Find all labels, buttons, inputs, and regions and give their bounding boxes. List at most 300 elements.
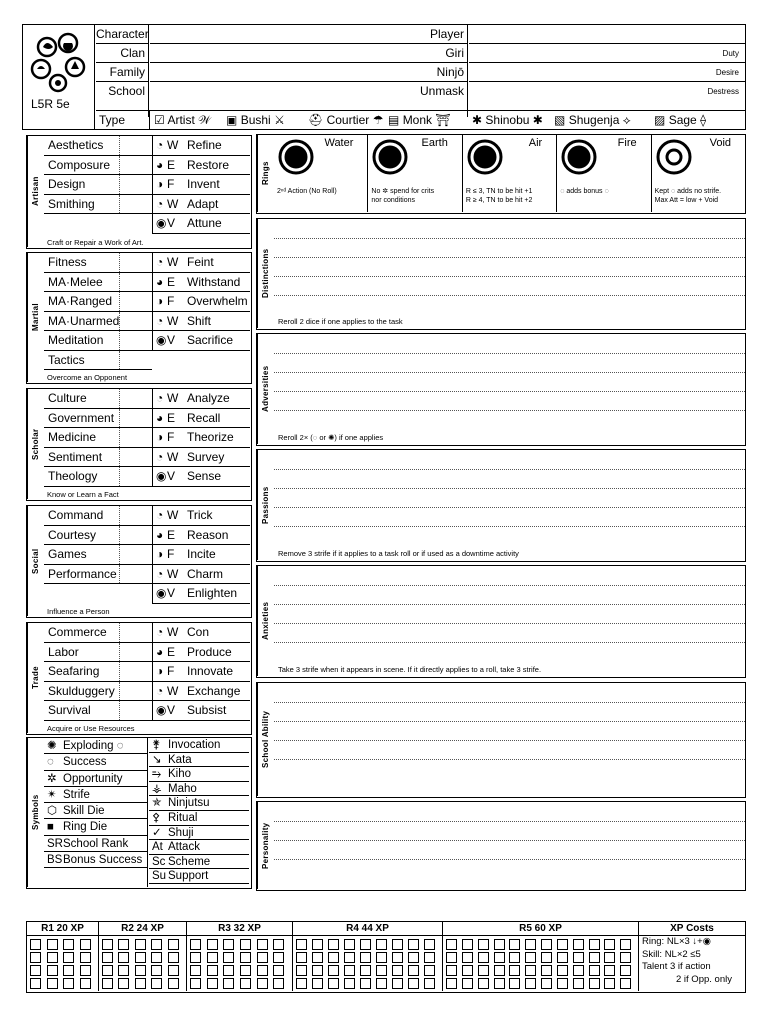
approach-row (153, 389, 250, 409)
xp-checkbox[interactable] (296, 978, 307, 989)
xp-checkbox[interactable] (557, 978, 568, 989)
xp-checkbox[interactable] (344, 978, 355, 989)
approach-row (153, 682, 250, 702)
xp-checkbox[interactable] (344, 939, 355, 950)
xp-checkbox[interactable] (620, 978, 631, 989)
symbol-row (149, 767, 249, 782)
symbol-text: Kiho (168, 768, 192, 781)
xp-checkbox[interactable] (273, 939, 284, 950)
xp-checkbox[interactable] (509, 965, 520, 976)
xp-checkbox[interactable] (80, 939, 91, 950)
giri-field[interactable]: Duty (469, 44, 745, 63)
skill-row[interactable] (44, 253, 152, 273)
skill-name: Tactics (48, 351, 120, 370)
xp-checkbox[interactable] (424, 939, 435, 950)
xp-checkbox[interactable] (462, 939, 473, 950)
xp-checkbox[interactable] (392, 952, 403, 963)
xp-checkbox[interactable] (118, 978, 129, 989)
approach-ring: V (167, 469, 176, 483)
family-field[interactable] (150, 63, 420, 82)
symbol-row (44, 819, 147, 835)
xp-checkbox[interactable] (589, 952, 600, 963)
skill-name: Commerce (48, 623, 120, 642)
skill-name: Seafaring (48, 662, 120, 681)
xp-checkbox[interactable] (223, 978, 234, 989)
xp-checkbox[interactable] (102, 939, 113, 950)
xp-checkbox[interactable] (446, 952, 457, 963)
approach-name: Refine (187, 138, 222, 152)
xp-checkbox[interactable] (312, 978, 323, 989)
skill-row[interactable] (44, 623, 152, 643)
xp-checkbox[interactable] (312, 952, 323, 963)
approach-name: Shift (187, 313, 212, 328)
xp-checkbox[interactable] (478, 939, 489, 950)
character-field[interactable] (150, 25, 420, 44)
xp-checkbox[interactable] (478, 965, 489, 976)
xp-checkbox[interactable] (240, 965, 251, 976)
xp-checkbox[interactable] (392, 978, 403, 989)
xp-checkbox[interactable] (408, 965, 419, 976)
skill-name: Smithing (48, 195, 120, 214)
approach-name: Reason (187, 527, 229, 542)
xp-checkbox[interactable] (446, 965, 457, 976)
ring-icon: ◕ (156, 527, 164, 542)
skill-row[interactable] (44, 312, 152, 332)
skill-group-trade (26, 622, 252, 735)
ring-note-2: nor conditions (371, 197, 415, 204)
panel-entry-area[interactable] (274, 334, 745, 444)
ring-note: ◌ adds bonus ◌ (560, 188, 609, 195)
entry-line (274, 488, 745, 489)
skill-row[interactable] (44, 175, 152, 195)
xp-checkbox[interactable] (328, 939, 339, 950)
xp-checkbox[interactable] (604, 978, 615, 989)
skill-row[interactable] (44, 409, 152, 429)
panel-entry-area[interactable] (274, 219, 745, 328)
entry-line (274, 295, 745, 296)
panel-entry-area[interactable] (274, 683, 745, 796)
skill-row[interactable] (44, 701, 152, 721)
skill-name: Composure (48, 156, 120, 175)
xp-checkbox[interactable] (207, 952, 218, 963)
xp-checkbox[interactable] (525, 978, 536, 989)
xp-checkbox[interactable] (47, 939, 58, 950)
skill-row[interactable] (44, 195, 152, 215)
xp-checkbox[interactable] (360, 978, 371, 989)
xp-checkbox[interactable] (573, 939, 584, 950)
xp-checkbox[interactable] (557, 965, 568, 976)
approach-row (153, 156, 250, 176)
xp-checkbox[interactable] (207, 939, 218, 950)
skill-name: MA·Ranged (48, 292, 120, 311)
approach-ring: W (167, 255, 179, 269)
xp-checkbox[interactable] (620, 952, 631, 963)
xp-checkbox[interactable] (424, 965, 435, 976)
xp-checkbox[interactable] (240, 952, 251, 963)
symbol-icon: ■ (47, 821, 54, 834)
water-ring-icon (278, 139, 314, 175)
symbol-text: Success (63, 756, 107, 769)
approach-ring: V (167, 333, 176, 347)
xp-checkbox[interactable] (462, 965, 473, 976)
skill-row[interactable] (44, 448, 152, 468)
xp-checkbox[interactable] (541, 952, 552, 963)
xp-checkbox[interactable] (344, 965, 355, 976)
symbol-row (149, 826, 249, 841)
xp-checkbox[interactable] (589, 965, 600, 976)
skill-group-note: Influence a Person (47, 607, 110, 616)
xp-checkbox[interactable] (360, 952, 371, 963)
skill-row[interactable] (44, 506, 152, 526)
xp-checkbox[interactable] (190, 952, 201, 963)
skill-row[interactable] (44, 136, 152, 156)
skill-name: Sentiment (48, 448, 120, 467)
xp-rank-header: R5 60 XP (443, 922, 638, 936)
skill-group-label: Trade (27, 623, 43, 733)
symbol-text: Invocation (168, 739, 221, 751)
skill-row[interactable] (44, 565, 152, 585)
xp-checkbox[interactable] (240, 939, 251, 950)
xp-checkbox[interactable] (296, 939, 307, 950)
xp-checkbox[interactable] (135, 939, 146, 950)
skill-row[interactable] (44, 467, 152, 487)
xp-checkbox[interactable] (509, 978, 520, 989)
ninjo-field[interactable]: Desire (469, 63, 745, 82)
xp-checkbox[interactable] (525, 965, 536, 976)
ring-cell-earth[interactable] (368, 135, 462, 212)
approach-name: Restore (187, 157, 230, 172)
checkbox-icon: ⛑ (308, 113, 324, 127)
xp-checkbox[interactable] (80, 965, 91, 976)
panel-entry-area[interactable] (274, 802, 745, 889)
xp-checkbox[interactable] (494, 939, 505, 950)
xp-checkbox[interactable] (446, 939, 457, 950)
skill-row[interactable] (44, 643, 152, 663)
xp-checkbox[interactable] (328, 965, 339, 976)
symbol-icon: ⚵ (152, 739, 161, 751)
xp-checkbox[interactable] (63, 939, 74, 950)
ring-icon: ◕ (156, 274, 164, 289)
xp-checkbox[interactable] (273, 952, 284, 963)
xp-checkbox[interactable] (223, 952, 234, 963)
approach-name: Overwhelm (187, 294, 248, 308)
xp-checkbox[interactable] (80, 978, 91, 989)
clan-field[interactable] (150, 44, 420, 63)
xp-rank-column (27, 922, 99, 991)
xp-checkbox[interactable] (63, 965, 74, 976)
type-monk[interactable]: ▤ Monk ⛩ (388, 113, 451, 127)
skill-group-martial (26, 252, 252, 384)
ring-cell-fire[interactable] (557, 135, 651, 212)
school-field[interactable] (150, 82, 420, 101)
xp-checkbox[interactable] (424, 978, 435, 989)
panel-adversities (256, 333, 746, 446)
symbols-box (26, 737, 252, 889)
xp-checkbox[interactable] (63, 952, 74, 963)
xp-rank-column (443, 922, 639, 991)
xp-checkbox[interactable] (573, 978, 584, 989)
panel-note: Reroll 2 dice if one applies to the task (278, 317, 403, 326)
xp-checkbox[interactable] (525, 939, 536, 950)
ring-icon: ◕ (156, 157, 164, 172)
xp-checkbox[interactable] (102, 978, 113, 989)
skill-row[interactable] (44, 526, 152, 546)
xp-checkbox[interactable] (604, 952, 615, 963)
xp-checkbox[interactable] (376, 965, 387, 976)
ring-note: 2ⁿᵈ Action (No Roll) (277, 188, 337, 195)
entry-line (274, 238, 745, 239)
approach-row (153, 662, 250, 682)
skill-row[interactable] (44, 292, 152, 312)
approach-name: Invent (187, 177, 220, 191)
entry-line (274, 391, 745, 392)
xp-checkbox[interactable] (135, 965, 146, 976)
ring-cell-void[interactable] (652, 135, 745, 212)
approach-ring: W (167, 138, 179, 152)
xp-checkbox[interactable] (494, 978, 505, 989)
xp-checkbox[interactable] (494, 952, 505, 963)
xp-checkbox[interactable] (47, 965, 58, 976)
xp-checkbox[interactable] (392, 965, 403, 976)
xp-checkbox[interactable] (30, 978, 41, 989)
xp-checkbox[interactable] (312, 965, 323, 976)
xp-checkbox[interactable] (151, 952, 162, 963)
xp-checkbox[interactable] (118, 965, 129, 976)
entry-line (274, 623, 745, 624)
xp-checkbox[interactable] (312, 939, 323, 950)
xp-checkbox[interactable] (47, 952, 58, 963)
xp-checkbox[interactable] (102, 965, 113, 976)
symbols-label: Symbols (27, 738, 43, 887)
type-shinobu[interactable]: ✱ Shinobu ✱ (472, 113, 543, 127)
approach-name: Charm (187, 566, 224, 581)
approach-ring: F (167, 177, 175, 191)
xp-checkbox[interactable] (207, 978, 218, 989)
xp-checkbox[interactable] (296, 965, 307, 976)
xp-checkbox[interactable] (557, 939, 568, 950)
xp-checkbox[interactable] (344, 952, 355, 963)
xp-checkbox[interactable] (118, 952, 129, 963)
panel-entry-area[interactable] (274, 450, 745, 560)
player-label: Player (420, 25, 467, 44)
xp-checkbox[interactable] (604, 939, 615, 950)
ring-name: Air (528, 137, 543, 149)
xp-checkbox[interactable] (589, 939, 600, 950)
xp-checkbox[interactable] (63, 978, 74, 989)
skill-row[interactable] (44, 273, 152, 293)
xp-checkbox[interactable] (462, 978, 473, 989)
xp-checkbox[interactable] (376, 978, 387, 989)
xp-checkbox[interactable] (118, 939, 129, 950)
symbol-text: Attack (168, 841, 200, 854)
xp-checkbox[interactable] (478, 978, 489, 989)
skill-name: Theology (48, 467, 120, 486)
xp-checkbox[interactable] (392, 939, 403, 950)
xp-checkbox[interactable] (408, 952, 419, 963)
xp-checkbox[interactable] (30, 965, 41, 976)
xp-checkbox[interactable] (102, 952, 113, 963)
sword-icon: ⚔ (274, 113, 285, 127)
checkbox-icon: ▨ (654, 113, 666, 127)
xp-checkbox[interactable] (446, 978, 457, 989)
symbol-icon: BS (47, 854, 63, 867)
symbol-icon: ⬡ (47, 805, 58, 818)
panel-label: Distinctions (257, 219, 273, 328)
approach-name: Feint (187, 255, 214, 269)
xp-checkbox[interactable] (573, 952, 584, 963)
xp-checkbox[interactable] (573, 965, 584, 976)
approach-row (153, 467, 250, 487)
symbol-text: School Rank (63, 837, 129, 850)
xp-checkbox[interactable] (257, 978, 268, 989)
xp-checkbox[interactable] (541, 965, 552, 976)
xp-checkbox[interactable] (557, 952, 568, 963)
type-shugenja[interactable]: ▧ Shugenja ⟡ (554, 113, 631, 127)
xp-checkbox[interactable] (135, 952, 146, 963)
symbol-row (149, 869, 249, 884)
xp-checkbox[interactable] (135, 978, 146, 989)
symbol-text: Kata (168, 753, 192, 766)
xp-checkbox[interactable] (620, 939, 631, 950)
xp-checkbox[interactable] (328, 978, 339, 989)
xp-checkbox[interactable] (257, 965, 268, 976)
xp-checkbox[interactable] (604, 965, 615, 976)
xp-checkbox[interactable] (190, 965, 201, 976)
xp-checkbox[interactable] (168, 952, 179, 963)
approach-ring: E (167, 157, 176, 172)
symbol-row (44, 771, 147, 787)
xp-checkbox[interactable] (240, 978, 251, 989)
skill-row[interactable] (44, 428, 152, 448)
ring-icon: ◉ (156, 469, 167, 483)
xp-checkbox[interactable] (541, 978, 552, 989)
entry-line (274, 372, 745, 373)
xp-checkbox[interactable] (509, 939, 520, 950)
unmask-field[interactable]: Destress (707, 87, 739, 96)
approach-row (153, 253, 250, 273)
xp-checkbox[interactable] (190, 939, 201, 950)
right-labels (420, 25, 468, 117)
entry-line (274, 840, 745, 841)
xp-checkbox[interactable] (509, 952, 520, 963)
xp-checkbox[interactable] (620, 965, 631, 976)
symbol-text: Shuji (168, 826, 194, 839)
xp-checkbox[interactable] (462, 952, 473, 963)
skill-group-scholar (26, 388, 252, 501)
panel-entry-area[interactable] (274, 566, 745, 676)
xp-checkbox[interactable] (80, 952, 91, 963)
symbol-row (44, 852, 147, 868)
symbol-text: Ninjutsu (168, 797, 210, 810)
xp-checkbox[interactable] (47, 978, 58, 989)
skill-row[interactable] (44, 351, 152, 371)
xp-checkbox[interactable] (223, 965, 234, 976)
xp-checkbox[interactable] (30, 939, 41, 950)
xp-checkbox[interactable] (257, 939, 268, 950)
ring-icon: ◑ (156, 547, 164, 561)
approach-name: Trick (187, 508, 213, 522)
type-sage[interactable]: ▨ Sage ⟠ (654, 113, 706, 127)
fan-icon: ☂ (372, 113, 384, 127)
xp-checkbox[interactable] (376, 952, 387, 963)
skill-group-artisan (26, 135, 252, 249)
xp-checkbox[interactable] (190, 978, 201, 989)
xp-checkbox[interactable] (424, 952, 435, 963)
approach-ring: W (167, 683, 179, 698)
skill-row[interactable] (44, 682, 152, 702)
xp-checkbox[interactable] (376, 939, 387, 950)
skill-name: MA·Melee (48, 273, 120, 292)
type-bushi[interactable]: ▣ Bushi ⚔ (226, 113, 285, 127)
xp-checkbox[interactable] (408, 939, 419, 950)
ring-icon: ◕ (156, 410, 164, 425)
ring-icon: ◔ (156, 313, 164, 328)
xp-checkbox[interactable] (168, 978, 179, 989)
player-field[interactable] (469, 25, 745, 44)
skill-row[interactable] (44, 389, 152, 409)
xp-checkbox[interactable] (541, 939, 552, 950)
symbol-text: Support (168, 870, 209, 883)
xp-checkbox[interactable] (151, 965, 162, 976)
xp-checkbox[interactable] (30, 952, 41, 963)
xp-box (26, 921, 746, 993)
approach-name: Produce (187, 644, 232, 659)
xp-checkbox[interactable] (223, 939, 234, 950)
approach-name: Analyze (187, 391, 230, 405)
symbol-icon: ✯ (152, 797, 162, 810)
approach-name: Innovate (187, 664, 234, 678)
skill-group-label: Scholar (27, 389, 43, 499)
type-artist[interactable]: ☑ Artist 𝒲 (154, 113, 211, 127)
xp-checkbox[interactable] (494, 965, 505, 976)
xp-checkbox[interactable] (151, 939, 162, 950)
xp-checkbox[interactable] (360, 965, 371, 976)
xp-checkbox[interactable] (360, 939, 371, 950)
skill-row[interactable] (44, 545, 152, 565)
symbol-icon: ✓ (152, 826, 162, 839)
xp-checkbox[interactable] (151, 978, 162, 989)
xp-costs (639, 922, 745, 991)
xp-checkbox[interactable] (257, 952, 268, 963)
xp-checkbox[interactable] (589, 978, 600, 989)
skill-row[interactable] (44, 662, 152, 682)
type-courtier[interactable]: ⛑ Courtier ☂ (308, 113, 384, 127)
ring-note: Kept ◌ adds no strife. (654, 188, 722, 195)
xp-checkbox[interactable] (168, 939, 179, 950)
xp-cost-talent: Talent 3 if action (642, 961, 711, 972)
xp-checkbox[interactable] (525, 952, 536, 963)
xp-checkbox[interactable] (478, 952, 489, 963)
entry-line (274, 257, 745, 258)
ring-cell-air[interactable] (463, 135, 557, 212)
xp-checkbox[interactable] (328, 952, 339, 963)
xp-checkbox[interactable] (408, 978, 419, 989)
xp-checkbox[interactable] (207, 965, 218, 976)
skill-row[interactable] (44, 156, 152, 176)
torii-icon: ⛩ (435, 113, 451, 127)
approach-row (153, 506, 250, 526)
skill-row[interactable] (44, 331, 152, 351)
xp-checkbox[interactable] (273, 978, 284, 989)
xp-checkbox[interactable] (168, 965, 179, 976)
ring-cell-water[interactable] (274, 135, 368, 212)
approach-row (153, 448, 250, 468)
xp-checkbox[interactable] (296, 952, 307, 963)
ring-icon: ◔ (156, 449, 164, 464)
ring-icon: ◑ (156, 177, 164, 191)
xp-checkbox[interactable] (273, 965, 284, 976)
entry-line (274, 507, 745, 508)
